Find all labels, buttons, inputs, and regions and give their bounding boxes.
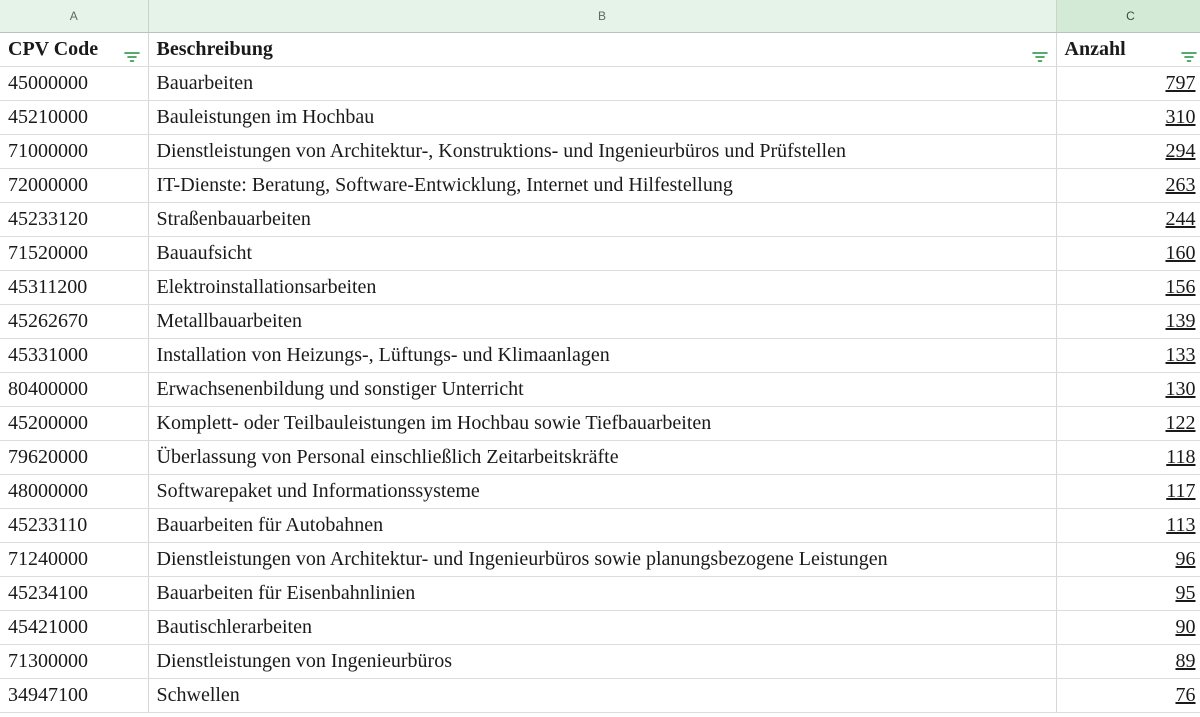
cell-cpv-code[interactable]: 45210000	[0, 101, 148, 135]
filter-icon[interactable]	[1032, 46, 1048, 58]
cell-cpv-code[interactable]: 34947100	[0, 679, 148, 713]
count-link[interactable]: 797	[1165, 72, 1196, 94]
cell-cpv-code[interactable]: 72000000	[0, 169, 148, 203]
filter-icon[interactable]	[1181, 46, 1197, 58]
count-link[interactable]: 133	[1165, 344, 1196, 366]
table-row	[0, 679, 1200, 713]
cell-description[interactable]: Dienstleistungen von Architektur- und Ingenieurbüros sowie planungsbezogene Leistungen	[148, 543, 1056, 577]
column-header-b[interactable]: B	[148, 0, 1056, 33]
cell-cpv-code[interactable]: 71000000	[0, 135, 148, 169]
table-row	[0, 67, 1200, 101]
cell-count[interactable]	[1056, 475, 1200, 509]
table-row	[0, 237, 1200, 271]
table-row	[0, 271, 1200, 305]
cell-count[interactable]	[1056, 237, 1200, 271]
table-row	[0, 543, 1200, 577]
column-letter-row	[0, 0, 1200, 33]
cell-count[interactable]	[1056, 373, 1200, 407]
cell-count[interactable]	[1056, 271, 1200, 305]
cell-cpv-code[interactable]: 45234100	[0, 577, 148, 611]
cell-description[interactable]: Bauarbeiten für Eisenbahnlinien	[148, 577, 1056, 611]
cell-count[interactable]	[1056, 135, 1200, 169]
table-row	[0, 305, 1200, 339]
table-row	[0, 203, 1200, 237]
cell-cpv-code[interactable]: 45262670	[0, 305, 148, 339]
cell-description[interactable]: Bautischlerarbeiten	[148, 611, 1056, 645]
count-link[interactable]: 244	[1165, 208, 1196, 230]
cell-cpv-code[interactable]: 45233120	[0, 203, 148, 237]
count-link[interactable]: 90	[1175, 616, 1196, 638]
table-row	[0, 373, 1200, 407]
cell-description[interactable]: Installation von Heizungs-, Lüftungs- und Klimaanlagen	[148, 339, 1056, 373]
count-link[interactable]: 95	[1175, 582, 1196, 604]
cell-cpv-code[interactable]: 45200000	[0, 407, 148, 441]
cell-description[interactable]: Bauaufsicht	[148, 237, 1056, 271]
header-description-label: Beschreibung	[156, 38, 273, 60]
cell-cpv-code[interactable]: 71240000	[0, 543, 148, 577]
count-link[interactable]: 118	[1166, 446, 1196, 468]
table-row	[0, 577, 1200, 611]
table-row	[0, 339, 1200, 373]
filter-icon[interactable]	[124, 46, 140, 58]
cell-description[interactable]: Schwellen	[148, 679, 1056, 713]
cell-count[interactable]	[1056, 543, 1200, 577]
cell-description[interactable]: Bauarbeiten	[148, 67, 1056, 101]
count-link[interactable]: 139	[1165, 310, 1196, 332]
table-row	[0, 475, 1200, 509]
cell-count[interactable]	[1056, 101, 1200, 135]
column-header-a[interactable]: A	[0, 0, 148, 33]
count-link[interactable]: 96	[1175, 548, 1196, 570]
cell-count[interactable]	[1056, 203, 1200, 237]
cell-description[interactable]: Dienstleistungen von Ingenieurbüros	[148, 645, 1056, 679]
cell-count[interactable]	[1056, 441, 1200, 475]
count-link[interactable]: 156	[1165, 276, 1196, 298]
table-row	[0, 101, 1200, 135]
cell-cpv-code[interactable]: 45000000	[0, 67, 148, 101]
cell-description[interactable]: Bauarbeiten für Autobahnen	[148, 509, 1056, 543]
count-link[interactable]: 113	[1166, 514, 1196, 536]
cell-description[interactable]: Komplett- oder Teilbauleistungen im Hochbau sowie Tiefbauarbeiten	[148, 407, 1056, 441]
header-row	[0, 33, 1200, 67]
cell-count[interactable]	[1056, 509, 1200, 543]
count-link[interactable]: 89	[1175, 650, 1196, 672]
cell-cpv-code[interactable]: 71300000	[0, 645, 148, 679]
cell-description[interactable]: Bauleistungen im Hochbau	[148, 101, 1056, 135]
cell-description[interactable]: Erwachsenenbildung und sonstiger Unterricht	[148, 373, 1056, 407]
table-row	[0, 407, 1200, 441]
table-row	[0, 441, 1200, 475]
cell-description[interactable]: Softwarepaket und Informationssysteme	[148, 475, 1056, 509]
table-row	[0, 611, 1200, 645]
cell-cpv-code[interactable]: 45331000	[0, 339, 148, 373]
cell-count[interactable]	[1056, 577, 1200, 611]
cell-count[interactable]	[1056, 679, 1200, 713]
header-count-label: Anzahl	[1064, 38, 1126, 60]
cell-count[interactable]	[1056, 305, 1200, 339]
cell-cpv-code[interactable]: 80400000	[0, 373, 148, 407]
cell-cpv-code[interactable]: 45311200	[0, 271, 148, 305]
cell-count[interactable]	[1056, 67, 1200, 101]
table-row	[0, 645, 1200, 679]
header-cell-code[interactable]	[0, 33, 148, 67]
cell-cpv-code[interactable]: 45233110	[0, 509, 148, 543]
column-header-c[interactable]: C	[1056, 0, 1200, 33]
cell-description[interactable]: Straßenbauarbeiten	[148, 203, 1056, 237]
table-row	[0, 169, 1200, 203]
count-link[interactable]: 160	[1165, 242, 1196, 264]
count-link[interactable]: 76	[1175, 684, 1196, 706]
count-link[interactable]: 130	[1165, 378, 1196, 400]
header-cell-description[interactable]	[148, 33, 1056, 67]
cell-count[interactable]	[1056, 611, 1200, 645]
count-link[interactable]: 117	[1166, 480, 1196, 502]
cell-count[interactable]	[1056, 645, 1200, 679]
header-cell-count[interactable]	[1056, 33, 1200, 67]
cell-cpv-code[interactable]: 79620000	[0, 441, 148, 475]
header-code-label: CPV Code	[8, 38, 99, 60]
table-row	[0, 509, 1200, 543]
cell-cpv-code[interactable]: 48000000	[0, 475, 148, 509]
cell-description[interactable]: IT-Dienste: Beratung, Software-Entwicklung, Internet und Hilfestellung	[148, 169, 1056, 203]
cell-description[interactable]: Elektroinstallationsarbeiten	[148, 271, 1056, 305]
count-link[interactable]: 122	[1165, 412, 1196, 434]
count-link[interactable]: 310	[1165, 106, 1196, 128]
cell-description[interactable]: Metallbauarbeiten	[148, 305, 1056, 339]
cell-count[interactable]	[1056, 339, 1200, 373]
cell-count[interactable]	[1056, 169, 1200, 203]
cell-count[interactable]	[1056, 407, 1200, 441]
count-link[interactable]: 263	[1165, 174, 1196, 196]
cell-description[interactable]: Überlassung von Personal einschließlich Zeitarbeitskräfte	[148, 441, 1056, 475]
cell-cpv-code[interactable]: 71520000	[0, 237, 148, 271]
cell-description[interactable]: Dienstleistungen von Architektur-, Konstruktions- und Ingenieurbüros und Prüfstellen	[148, 135, 1056, 169]
table-row	[0, 135, 1200, 169]
count-link[interactable]: 294	[1165, 140, 1196, 162]
cell-cpv-code[interactable]: 45421000	[0, 611, 148, 645]
